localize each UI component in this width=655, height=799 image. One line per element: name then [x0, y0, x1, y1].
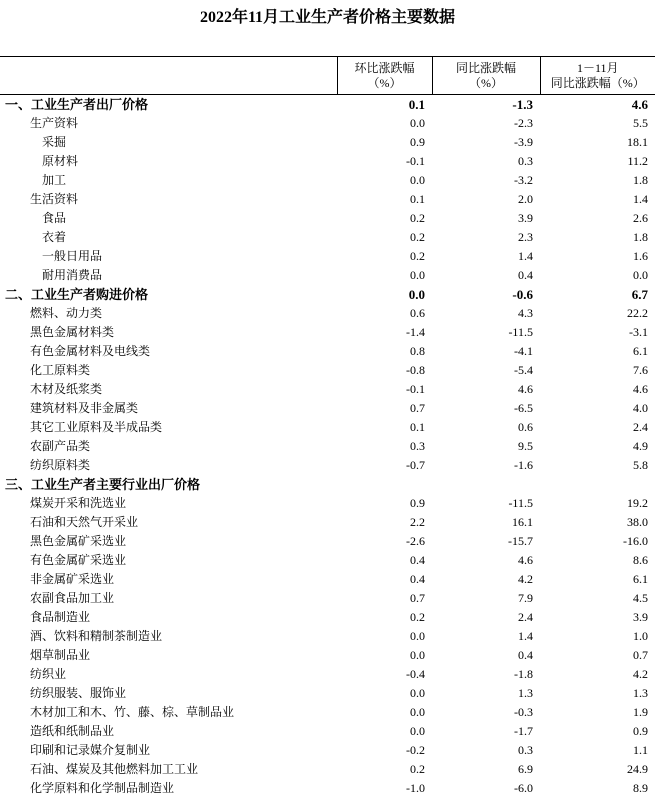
value-ytd: 4.9 [633, 439, 648, 453]
header-cell-mom [337, 57, 432, 95]
value-mom: -0.2 [406, 743, 425, 757]
value-ytd: 2.4 [633, 420, 648, 434]
table-row [0, 627, 655, 646]
value-yoy: 4.2 [518, 572, 533, 586]
value-yoy: 3.9 [518, 211, 533, 225]
value-mom: -1.4 [406, 325, 425, 339]
value-ytd: 2.6 [633, 211, 648, 225]
value-mom: 0.0 [410, 268, 425, 282]
row-label: 生产资料 [30, 116, 79, 130]
table-row [0, 779, 655, 798]
value-ytd: 4.5 [633, 591, 648, 605]
header-mom-line2: （%） [367, 75, 402, 90]
table-row [0, 456, 655, 475]
table-row [0, 684, 655, 703]
value-yoy: 6.9 [518, 762, 533, 776]
value-yoy: -3.9 [514, 135, 533, 149]
row-label: 黑色金属矿采选业 [30, 534, 127, 548]
row-label: 建筑材料及非金属类 [30, 401, 139, 415]
table-row [0, 266, 655, 285]
value-ytd: 5.8 [633, 458, 648, 472]
value-ytd: -3.1 [629, 325, 648, 339]
value-mom: -0.7 [406, 458, 425, 472]
value-ytd: 6.1 [633, 572, 648, 586]
row-label: 原材料 [42, 154, 79, 168]
row-label: 食品制造业 [30, 610, 91, 624]
value-yoy: 2.0 [518, 192, 533, 206]
value-yoy: -6.0 [514, 781, 533, 795]
row-label: 其它工业原料及半成品类 [30, 420, 163, 434]
row-label: 三、工业生产者主要行业出厂价格 [5, 477, 201, 492]
table-row [0, 741, 655, 760]
table-row [0, 760, 655, 779]
table-row [0, 646, 655, 665]
value-mom: -0.4 [406, 667, 425, 681]
row-label: 农副食品加工业 [30, 591, 115, 605]
row-label: 食品 [42, 211, 67, 225]
value-ytd: 0.9 [633, 724, 648, 738]
table-row [0, 722, 655, 741]
value-ytd: 5.5 [633, 116, 648, 130]
row-label: 纺织原料类 [30, 458, 91, 472]
value-mom: 0.0 [410, 705, 425, 719]
value-mom: -0.1 [406, 382, 425, 396]
value-yoy: 7.9 [518, 591, 533, 605]
header-ytd-line2: 同比涨跌幅（%） [550, 75, 645, 90]
section-row [0, 95, 655, 115]
value-ytd: 8.9 [633, 781, 648, 795]
value-ytd: 3.9 [633, 610, 648, 624]
value-ytd: 38.0 [627, 515, 648, 529]
value-yoy: -11.5 [508, 325, 533, 339]
row-label: 非金属矿采选业 [30, 572, 115, 586]
value-mom: 0.2 [410, 610, 425, 624]
row-label: 一般日用品 [42, 249, 103, 263]
value-ytd: 6.1 [633, 344, 648, 358]
table-row [0, 665, 655, 684]
header-cell-yoy [432, 57, 540, 95]
value-yoy: -1.3 [512, 97, 533, 112]
value-mom: -0.8 [406, 363, 425, 377]
row-label: 纺织业 [30, 667, 67, 681]
value-yoy: 4.6 [518, 553, 533, 567]
row-label: 有色金属材料及电线类 [30, 344, 151, 358]
value-yoy: 9.5 [518, 439, 533, 453]
value-yoy: 1.4 [518, 249, 533, 263]
header-ytd-line1: 1－11月 [576, 60, 619, 75]
value-yoy: 2.4 [518, 610, 533, 624]
table-row [0, 133, 655, 152]
table-row [0, 380, 655, 399]
table-row [0, 323, 655, 342]
row-label: 石油和天然气开采业 [30, 515, 139, 529]
row-label: 造纸和纸制品业 [30, 724, 115, 738]
row-label: 燃料、动力类 [30, 306, 103, 320]
value-yoy: -1.8 [514, 667, 533, 681]
table-row [0, 437, 655, 456]
value-ytd: 1.8 [633, 230, 648, 244]
row-label: 化学原料和化学制品制造业 [30, 781, 175, 795]
value-mom: 0.7 [410, 401, 425, 415]
value-mom: 0.0 [410, 629, 425, 643]
header-yoy-line1: 同比涨跌幅 [455, 60, 516, 75]
value-ytd: 7.6 [633, 363, 648, 377]
value-yoy: 16.1 [512, 515, 533, 529]
table-row [0, 228, 655, 247]
value-yoy: -15.7 [508, 534, 533, 548]
row-label: 印刷和记录媒介复制业 [30, 743, 151, 757]
value-yoy: 0.4 [518, 268, 533, 282]
header-mom-line1: 环比涨跌幅 [354, 60, 415, 75]
value-mom [337, 475, 432, 494]
value-ytd: 1.0 [633, 629, 648, 643]
section-row [0, 475, 655, 494]
value-mom: 0.0 [410, 116, 425, 130]
table-row [0, 361, 655, 380]
table-row [0, 247, 655, 266]
header-cell-label [0, 57, 337, 95]
value-yoy: 0.6 [518, 420, 533, 434]
value-yoy: 0.3 [518, 743, 533, 757]
value-mom: 0.4 [410, 553, 425, 567]
value-yoy: 1.4 [518, 629, 533, 643]
value-yoy: -0.3 [514, 705, 533, 719]
value-ytd: 4.6 [633, 382, 648, 396]
table-row [0, 551, 655, 570]
value-ytd: 1.3 [633, 686, 648, 700]
value-mom: 0.2 [410, 230, 425, 244]
table-row [0, 114, 655, 133]
table-row [0, 171, 655, 190]
value-yoy: -5.4 [514, 363, 533, 377]
value-mom: 0.8 [410, 344, 425, 358]
value-mom: 0.0 [410, 173, 425, 187]
row-label: 衣着 [42, 230, 67, 244]
value-ytd: 1.6 [633, 249, 648, 263]
value-yoy: -0.6 [512, 287, 533, 302]
value-mom: 2.2 [410, 515, 425, 529]
value-yoy [432, 475, 540, 494]
value-yoy: -4.1 [514, 344, 533, 358]
table-row [0, 209, 655, 228]
value-yoy: 2.3 [518, 230, 533, 244]
value-ytd: -16.0 [623, 534, 648, 548]
table-row [0, 399, 655, 418]
value-ytd: 4.2 [633, 667, 648, 681]
row-label: 采掘 [42, 135, 67, 149]
row-label: 烟草制品业 [30, 648, 91, 662]
row-label: 化工原料类 [30, 363, 91, 377]
row-label: 煤炭开采和洗选业 [30, 496, 127, 510]
row-label: 一、工业生产者出厂价格 [5, 97, 149, 112]
value-mom: -2.6 [406, 534, 425, 548]
table-row [0, 190, 655, 209]
row-label: 有色金属矿采选业 [30, 553, 127, 567]
price-table [0, 56, 655, 798]
value-ytd: 1.9 [633, 705, 648, 719]
value-yoy: 4.3 [518, 306, 533, 320]
value-ytd: 4.6 [631, 97, 648, 112]
value-mom: 0.0 [410, 724, 425, 738]
value-yoy: -1.6 [514, 458, 533, 472]
value-mom: 0.9 [410, 135, 425, 149]
table-row [0, 342, 655, 361]
table-row [0, 152, 655, 171]
value-mom: 0.1 [408, 97, 425, 112]
row-label: 木材及纸浆类 [30, 382, 103, 396]
table-row [0, 418, 655, 437]
table-body [0, 95, 655, 799]
value-mom: 0.4 [410, 572, 425, 586]
table-row [0, 532, 655, 551]
value-mom: 0.0 [408, 287, 425, 302]
value-ytd: 4.0 [633, 401, 648, 415]
value-ytd: 22.2 [627, 306, 648, 320]
value-mom: 0.0 [410, 648, 425, 662]
value-yoy: 1.3 [518, 686, 533, 700]
value-mom: 0.1 [410, 192, 425, 206]
value-mom: 0.1 [410, 420, 425, 434]
value-ytd: 11.2 [627, 154, 648, 168]
value-mom: 0.2 [410, 211, 425, 225]
value-yoy: -1.7 [514, 724, 533, 738]
value-mom: 0.9 [410, 496, 425, 510]
value-mom: -0.1 [406, 154, 425, 168]
table-row [0, 513, 655, 532]
table-header [0, 57, 655, 95]
value-ytd: 19.2 [627, 496, 648, 510]
value-ytd: 1.4 [633, 192, 648, 206]
value-ytd: 0.0 [633, 268, 648, 282]
value-yoy: -3.2 [514, 173, 533, 187]
row-label: 黑色金属材料类 [30, 325, 115, 339]
table-row [0, 589, 655, 608]
value-ytd: 8.6 [633, 553, 648, 567]
value-ytd: 18.1 [627, 135, 648, 149]
header-cell-ytd [540, 57, 655, 95]
value-ytd: 24.9 [627, 762, 648, 776]
table-row [0, 703, 655, 722]
value-mom: 0.2 [410, 762, 425, 776]
value-mom: 0.6 [410, 306, 425, 320]
value-ytd: 6.7 [631, 287, 648, 302]
value-mom: 0.3 [410, 439, 425, 453]
value-ytd [540, 475, 655, 494]
value-mom: 0.7 [410, 591, 425, 605]
value-mom: -1.0 [406, 781, 425, 795]
table-row [0, 608, 655, 627]
table-row [0, 494, 655, 513]
header-yoy-line2: （%） [469, 75, 503, 90]
row-label: 纺织服装、服饰业 [30, 686, 127, 700]
value-ytd: 0.7 [633, 648, 648, 662]
row-label: 加工 [42, 173, 67, 187]
value-yoy: -11.5 [508, 496, 533, 510]
page-title: 2022年11月工业生产者价格主要数据 [199, 9, 456, 26]
row-label: 酒、饮料和精制茶制造业 [30, 629, 163, 643]
value-ytd: 1.1 [633, 743, 648, 757]
value-yoy: 4.6 [518, 382, 533, 396]
row-label: 农副产品类 [30, 439, 91, 453]
header-row [0, 57, 655, 95]
row-label: 二、工业生产者购进价格 [5, 287, 149, 302]
value-yoy: 0.3 [518, 154, 533, 168]
value-yoy: -6.5 [514, 401, 533, 415]
row-label: 耐用消费品 [42, 268, 103, 282]
value-ytd: 1.8 [633, 173, 648, 187]
section-row [0, 285, 655, 304]
value-mom: 0.0 [410, 686, 425, 700]
row-label: 石油、煤炭及其他燃料加工工业 [30, 762, 199, 776]
value-mom: 0.2 [410, 249, 425, 263]
table-row [0, 304, 655, 323]
table-row [0, 570, 655, 589]
row-label: 生活资料 [30, 192, 79, 206]
value-yoy: 0.4 [518, 648, 533, 662]
row-label: 木材加工和木、竹、藤、棕、草制品业 [30, 705, 235, 719]
value-yoy: -2.3 [514, 116, 533, 130]
